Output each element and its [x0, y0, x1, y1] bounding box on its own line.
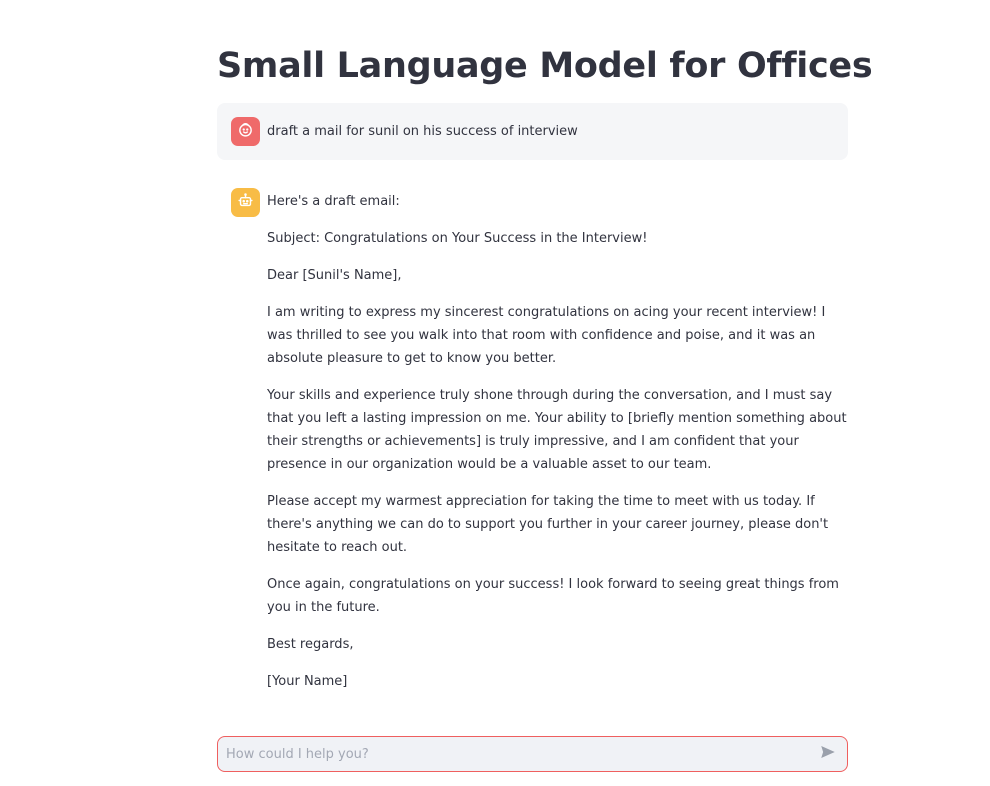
assistant-paragraph: Here's a draft email: [267, 194, 400, 209]
assistant-paragraph: Subject: Congratulations on Your Success in the Interview! [267, 231, 648, 246]
chat-input[interactable] [218, 737, 798, 771]
page-title: Small Language Model for Offices [217, 46, 873, 86]
user-avatar [231, 117, 260, 146]
assistant-paragraph: Once again, congratulations on your success! I look forward to seeing great things from you in the future. [267, 577, 839, 615]
user-face-icon [237, 121, 254, 142]
assistant-paragraph: [Your Name] [267, 674, 348, 689]
assistant-paragraph: Your skills and experience truly shone through during the conversation, and I must say that you left a lasting impression on me. Your ability to [briefly mention something about their strengths or achievements] is truly impressive, and I am confident that your presence in our organization would be a valuable asset to our team. [267, 388, 847, 472]
assistant-message [267, 190, 852, 707]
assistant-paragraph: Please accept my warmest appreciation for taking the time to meet with us today. If there's anything we can do to support you further in your career journey, please don't hesitate to reach out. [267, 494, 829, 555]
chat-input-container [217, 736, 848, 772]
send-icon [819, 743, 837, 765]
assistant-paragraph: Dear [Sunil's Name], [267, 268, 402, 283]
robot-icon [237, 192, 254, 213]
assistant-paragraph: Best regards, [267, 637, 354, 652]
user-message-text: draft a mail for sunil on his success of interview [267, 124, 578, 139]
assistant-paragraph: I am writing to express my sincerest congratulations on acing your recent interview! I was thrilled to see you walk into that room with confidence and poise, and it was an absolute pleasure to get to know you better. [267, 305, 826, 366]
user-message [217, 103, 848, 160]
assistant-avatar [231, 188, 260, 217]
send-button[interactable] [817, 743, 839, 765]
